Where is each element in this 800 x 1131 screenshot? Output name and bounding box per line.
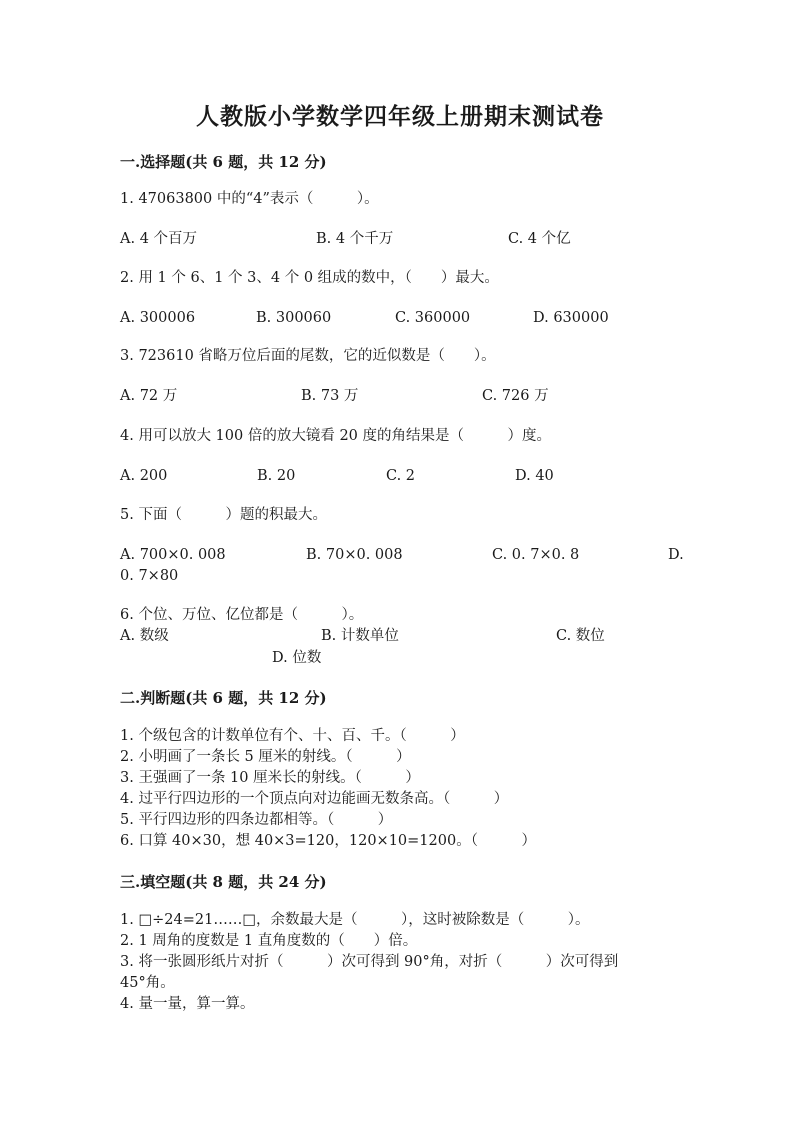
question-3-option-b: B. 73 万 [301, 388, 359, 404]
judge-item-3: 3. 王强画了一条 10 厘米长的射线。（ ） [120, 770, 420, 786]
judge-item-1: 1. 个级包含的计数单位有个、十、百、千。（ ） [120, 728, 465, 744]
section-heading-judge: 二.判断题(共 6 题，共 12 分) [120, 689, 327, 707]
question-2-option-a: A. 300006 [120, 310, 196, 326]
judge-item-4: 4. 过平行四边形的一个顶点向对边能画无数条高。（ ） [120, 791, 509, 807]
question-4-option-d: D. 40 [515, 468, 554, 484]
question-4-option-c: C. 2 [386, 468, 416, 484]
question-4-text: 4. 用可以放大 100 倍的放大镜看 20 度的角结果是（ ）度。 [120, 428, 552, 444]
judge-item-2: 2. 小明画了一条长 5 厘米的射线。（ ） [120, 749, 411, 765]
question-5-option-d-wrap: 0. 7×80 [120, 568, 179, 584]
fill-item-4: 4. 量一量，算一算。 [120, 996, 255, 1012]
section-heading-choice: 一.选择题(共 6 题，共 12 分) [120, 153, 327, 171]
question-5-text: 5. 下面（ ）题的积最大。 [120, 507, 327, 523]
question-5-option-c: C. 0. 7×0. 8 [492, 547, 580, 563]
question-6-option-a: A. 数级 [120, 628, 169, 644]
page-title: 人教版小学数学四年级上册期末测试卷 [196, 103, 604, 130]
fill-item-3: 3. 将一张圆形纸片对折（ ）次可得到 90°角，对折（ ）次可得到 [120, 954, 619, 970]
question-6-option-b: B. 计数单位 [321, 628, 399, 644]
question-2-option-b: B. 300060 [256, 310, 332, 326]
fill-item-2: 2. 1 周角的度数是 1 直角度数的（ ）倍。 [120, 933, 418, 949]
question-6-option-d: D. 位数 [272, 650, 322, 666]
fill-item-1: 1. □÷24=21……□，余数最大是（ ），这时被除数是（ ）。 [120, 912, 590, 928]
question-4-option-b: B. 20 [257, 468, 296, 484]
question-5-option-b: B. 70×0. 008 [306, 547, 403, 563]
question-5-option-d: D. [668, 547, 684, 563]
question-6-text: 6. 个位、万位、亿位都是（ ）。 [120, 607, 364, 623]
judge-item-5: 5. 平行四边形的四条边都相等。（ ） [120, 812, 393, 828]
question-3-text: 3. 723610 省略万位后面的尾数，它的近似数是（ ）。 [120, 348, 496, 364]
question-3-option-c: C. 726 万 [482, 388, 549, 404]
question-1-option-b: B. 4 个千万 [316, 231, 394, 247]
question-2-option-d: D. 630000 [533, 310, 609, 326]
question-4-option-a: A. 200 [120, 468, 168, 484]
question-1-option-c: C. 4 个亿 [508, 231, 571, 247]
fill-item-3-wrap: 45°角。 [120, 975, 175, 991]
question-3-option-a: A. 72 万 [120, 388, 178, 404]
question-5-option-a: A. 700×0. 008 [120, 547, 226, 563]
question-1-option-a: A. 4 个百万 [120, 231, 198, 247]
question-6-option-c: C. 数位 [556, 628, 605, 644]
question-2-text: 2. 用 1 个 6、1 个 3、4 个 0 组成的数中，（ ）最大。 [120, 270, 499, 286]
section-heading-fill: 三.填空题(共 8 题，共 24 分) [120, 873, 327, 891]
question-1-text: 1. 47063800 中的“4”表示（ ）。 [120, 191, 379, 207]
question-2-option-c: C. 360000 [395, 310, 471, 326]
judge-item-6: 6. 口算 40×30，想 40×3=120，120×10=1200。（ ） [120, 833, 536, 849]
